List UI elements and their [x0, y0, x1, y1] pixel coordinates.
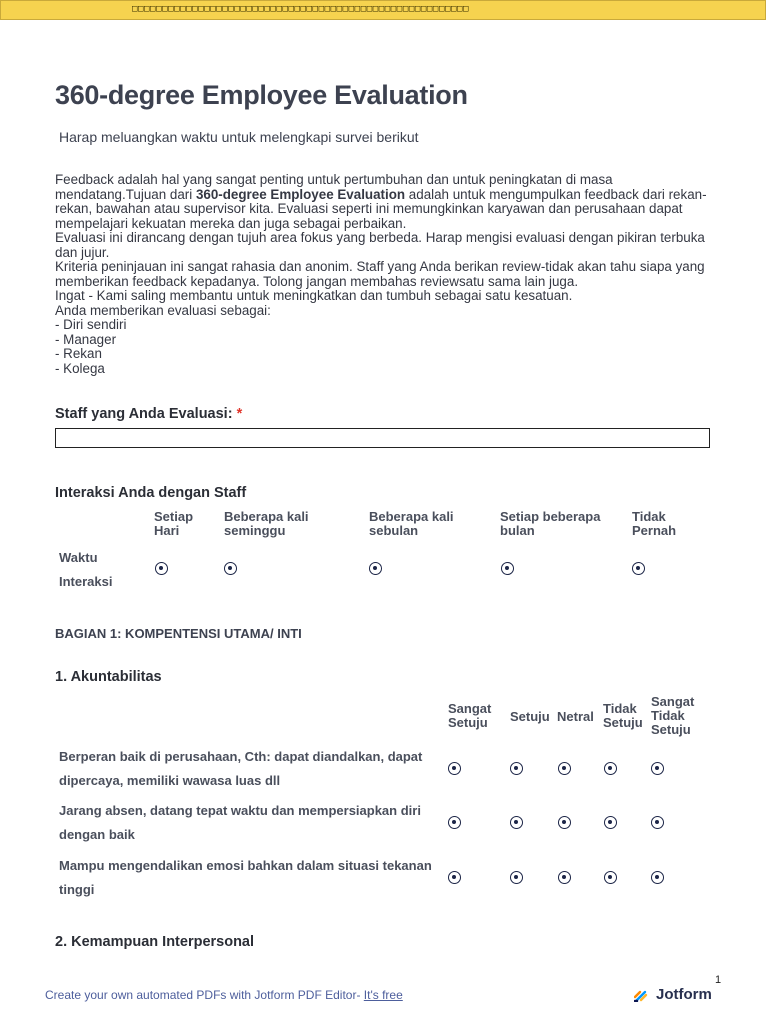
- interaction-title: Interaksi Anda dengan Staff: [55, 485, 247, 501]
- role-item: - Kolega: [55, 360, 105, 376]
- brand-name: Jotform: [656, 986, 712, 1003]
- intro-paragraph-5: Anda memberikan evaluasi sebagai:: [55, 302, 271, 318]
- rating-radio[interactable]: [604, 762, 617, 775]
- rating-radio[interactable]: [558, 871, 571, 884]
- jotform-icon: [634, 988, 650, 1002]
- rating-col-header: Sangat Setuju: [448, 701, 492, 730]
- interaction-radio[interactable]: [501, 562, 514, 575]
- interaction-col-header: Beberapa kali seminggu: [224, 509, 309, 538]
- interaction-col-header: Setiap beberapa bulan: [500, 509, 601, 538]
- interaction-row-label: Waktu Interaksi: [59, 550, 113, 589]
- staff-field-label: Staff yang Anda Evaluasi: *: [55, 406, 243, 422]
- footer-promo: Create your own automated PDFs with Jotform PDF Editor- It's free: [45, 988, 403, 1002]
- page-number: 1: [715, 974, 722, 986]
- required-mark: *: [236, 406, 243, 422]
- rating-radio[interactable]: [448, 762, 461, 775]
- interaction-col-header: Setiap Hari: [154, 509, 194, 538]
- rating-radio[interactable]: [510, 871, 523, 884]
- rating-radio[interactable]: [510, 816, 523, 829]
- footer-free-link[interactable]: It's free: [363, 988, 403, 1002]
- rating-col-header: Netral: [557, 709, 594, 724]
- interaction-radio[interactable]: [155, 562, 168, 575]
- rating-radio[interactable]: [510, 762, 523, 775]
- form-subtitle: Harap meluangkan waktu untuk melengkapi survei berikut: [59, 129, 419, 145]
- rating-row-label: Berperan baik di perusahaan, Cth: dapat diandalkan, dapat dipercaya, memiliki wawasa luas dll: [59, 749, 423, 788]
- rating-radio[interactable]: [651, 871, 664, 884]
- jotform-logo: [634, 986, 712, 1003]
- rating-radio[interactable]: [558, 762, 571, 775]
- interaction-col-header: Tidak Pernah: [632, 509, 677, 538]
- rating-radio[interactable]: [448, 871, 461, 884]
- question-title: 1. Akuntabilitas: [55, 669, 162, 685]
- rating-radio[interactable]: [558, 816, 571, 829]
- intro-paragraph-2: Evaluasi ini dirancang dengan tujuh area fokus yang berbeda. Harap mengisi evaluasi dengan pikiran terbuka dan jujur.: [55, 230, 705, 260]
- interaction-radio[interactable]: [632, 562, 645, 575]
- rating-row-label: Jarang absen, datang tepat waktu dan mempersiapkan diri dengan baik: [59, 803, 421, 842]
- role-item: - Manager: [55, 331, 117, 347]
- rating-radio[interactable]: [651, 816, 664, 829]
- rating-col-header: Tidak Setuju: [603, 701, 643, 730]
- form-title: 360-degree Employee Evaluation: [55, 80, 468, 110]
- question-title: 2. Kemampuan Interpersonal: [55, 934, 255, 950]
- role-item: - Rekan: [55, 346, 102, 361]
- top-banner: [0, 0, 766, 20]
- interaction-col-header: Beberapa kali sebulan: [369, 509, 454, 538]
- interaction-radio[interactable]: [224, 562, 237, 575]
- rating-radio[interactable]: [448, 816, 461, 829]
- intro-paragraph-1: Feedback adalah hal yang sangat penting untuk pertumbuhan dan untuk peningkatan di masa mendatang.Tujuan dari 360-degree Employee Evaluation adalah untuk mengumpulkan feedback dari rekan-rekan, bawahan atau supervisor kita. Evaluasi seperti ini memungkinkan karyawan dan perusahaan dapat mempelajari kekuatan mereka dan juga sebagai perbaikan.: [55, 172, 707, 231]
- rating-col-header: Sangat Tidak Setuju: [651, 694, 695, 737]
- intro-paragraph-4: Ingat - Kami saling membantu untuk meningkatkan dan tumbuh sebagai satu kesatuan.: [55, 288, 573, 303]
- rating-radio[interactable]: [604, 816, 617, 829]
- rating-radio[interactable]: [651, 762, 664, 775]
- top-banner-text: □□□□□□□□□□□□□□□□□□□□□□□□□□□□□□□□□□□□□□□□□□□□□□□□□□□□□□□□: [132, 4, 470, 14]
- rating-row-label: Mampu mengendalikan emosi bahkan dalam situasi tekanan tinggi: [59, 858, 432, 897]
- role-item: - Diri sendiri: [55, 317, 127, 332]
- interaction-radio[interactable]: [369, 562, 382, 575]
- rating-col-header: Setuju: [510, 709, 550, 724]
- section-title: BAGIAN 1: KOMPENTENSI UTAMA/ INTI: [55, 626, 302, 641]
- rating-radio[interactable]: [604, 871, 617, 884]
- intro-paragraph-3: Kriteria peninjauan ini sangat rahasia dan anonim. Staff yang Anda berikan review-tidak akan tahu siapa yang memberikan feedback kepadanya. Tolong jangan membahas reviewsatu sama lain juga.: [55, 259, 705, 289]
- staff-name-input[interactable]: [55, 428, 710, 448]
- intro-text: [55, 173, 715, 376]
